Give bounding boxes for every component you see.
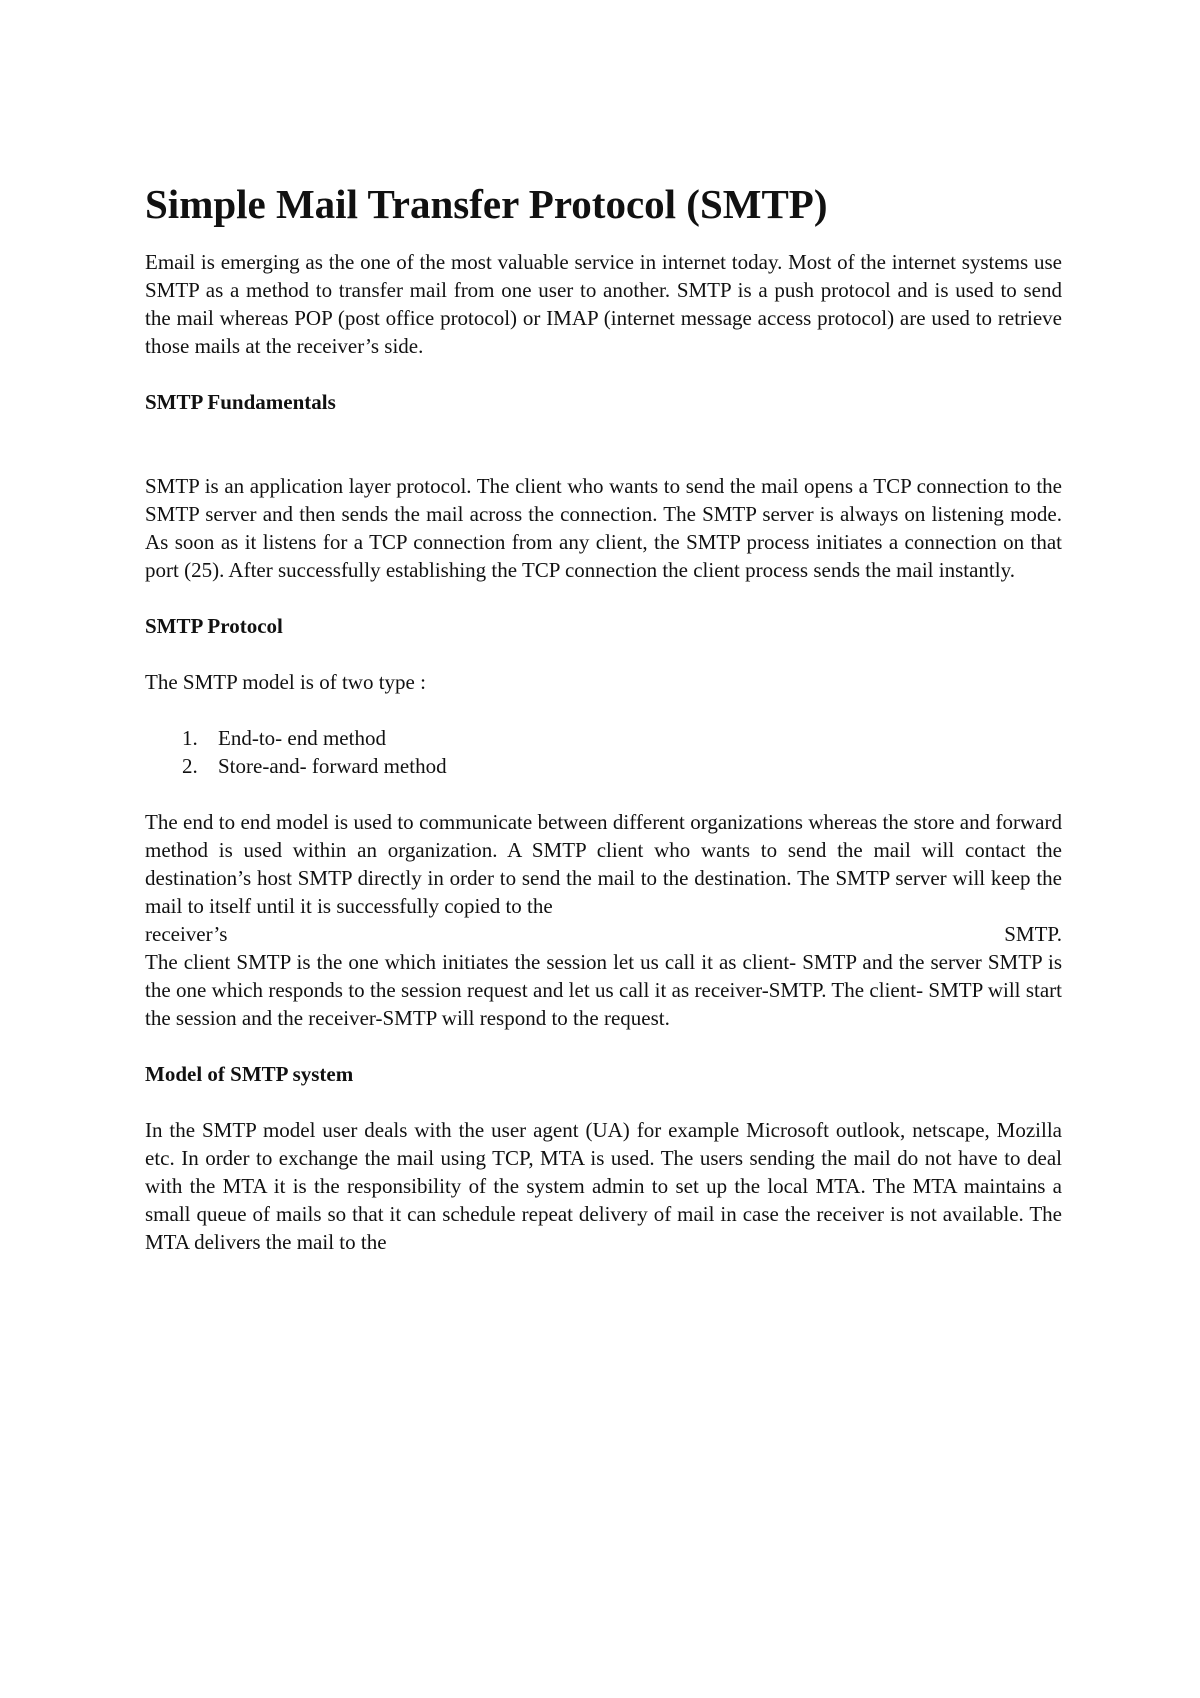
split-line-right: SMTP.	[1004, 922, 1062, 946]
list-item	[145, 752, 1062, 780]
section-heading-fundamentals: SMTP Fundamentals	[145, 390, 336, 414]
model-paragraph: In the SMTP model user deals with the user agent (UA) for example Microsoft outlook, netscape, Mozilla etc. In order to exchange the mail using TCP, MTA is used. The users sending the mail do not have to deal with the MTA it is the responsibility of the system admin to set up the local MTA. The MTA maintains a small queue of mails so that it can schedule repeat delivery of mail in case the receiver is not available. The MTA delivers the mail to the	[145, 1118, 1062, 1254]
section-heading-protocol: SMTP Protocol	[145, 614, 283, 638]
protocol-split-line	[145, 920, 1062, 948]
protocol-paragraph-1: The end to end model is used to communicate between different organizations whereas the store and forward method is used within an organization. A SMTP client who wants to send the mail will contact the destination’s host SMTP directly in order to send the mail to the destination. The SMTP server will keep the mail to itself until it is successfully copied to the	[145, 810, 1062, 918]
intro-paragraph: Email is emerging as the one of the most valuable service in internet today. Most of the internet systems use SMTP as a method to transfer mail from one user to another. SMTP is a push protocol and is used to send the mail whereas POP (post office protocol) or IMAP (internet message access protocol) are used to retrieve those mails at the receiver’s side.	[145, 250, 1062, 358]
section-heading-model: Model of SMTP system	[145, 1062, 354, 1086]
document-title: Simple Mail Transfer Protocol (SMTP)	[145, 181, 828, 227]
list-item-text: Store-and- forward method	[218, 754, 447, 778]
protocol-body	[145, 808, 1062, 1032]
protocol-paragraph-2: The client SMTP is the one which initiates the session let us call it as client- SMTP and the server SMTP is the one which responds to the session request and let us call it as receiver-SMTP. The client- SMTP will start the session and the receiver-SMTP will respond to the request.	[145, 950, 1062, 1030]
split-line-left: receiver’s	[145, 922, 228, 946]
protocol-lead-paragraph: The SMTP model is of two type :	[145, 670, 426, 694]
list-item	[145, 724, 1062, 752]
list-item-number: 1.	[182, 726, 198, 750]
protocol-method-list	[145, 724, 1062, 780]
list-item-number: 2.	[182, 754, 198, 778]
document-page	[145, 180, 1062, 1284]
list-item-text: End-to- end method	[218, 726, 386, 750]
fundamentals-paragraph: SMTP is an application layer protocol. The client who wants to send the mail opens a TCP connection to the SMTP server and then sends the mail across the connection. The SMTP server is always on listening mode. As soon as it listens for a TCP connection from any client, the SMTP process initiates a connection on that port (25). After successfully establishing the TCP connection the client process sends the mail instantly.	[145, 474, 1062, 582]
